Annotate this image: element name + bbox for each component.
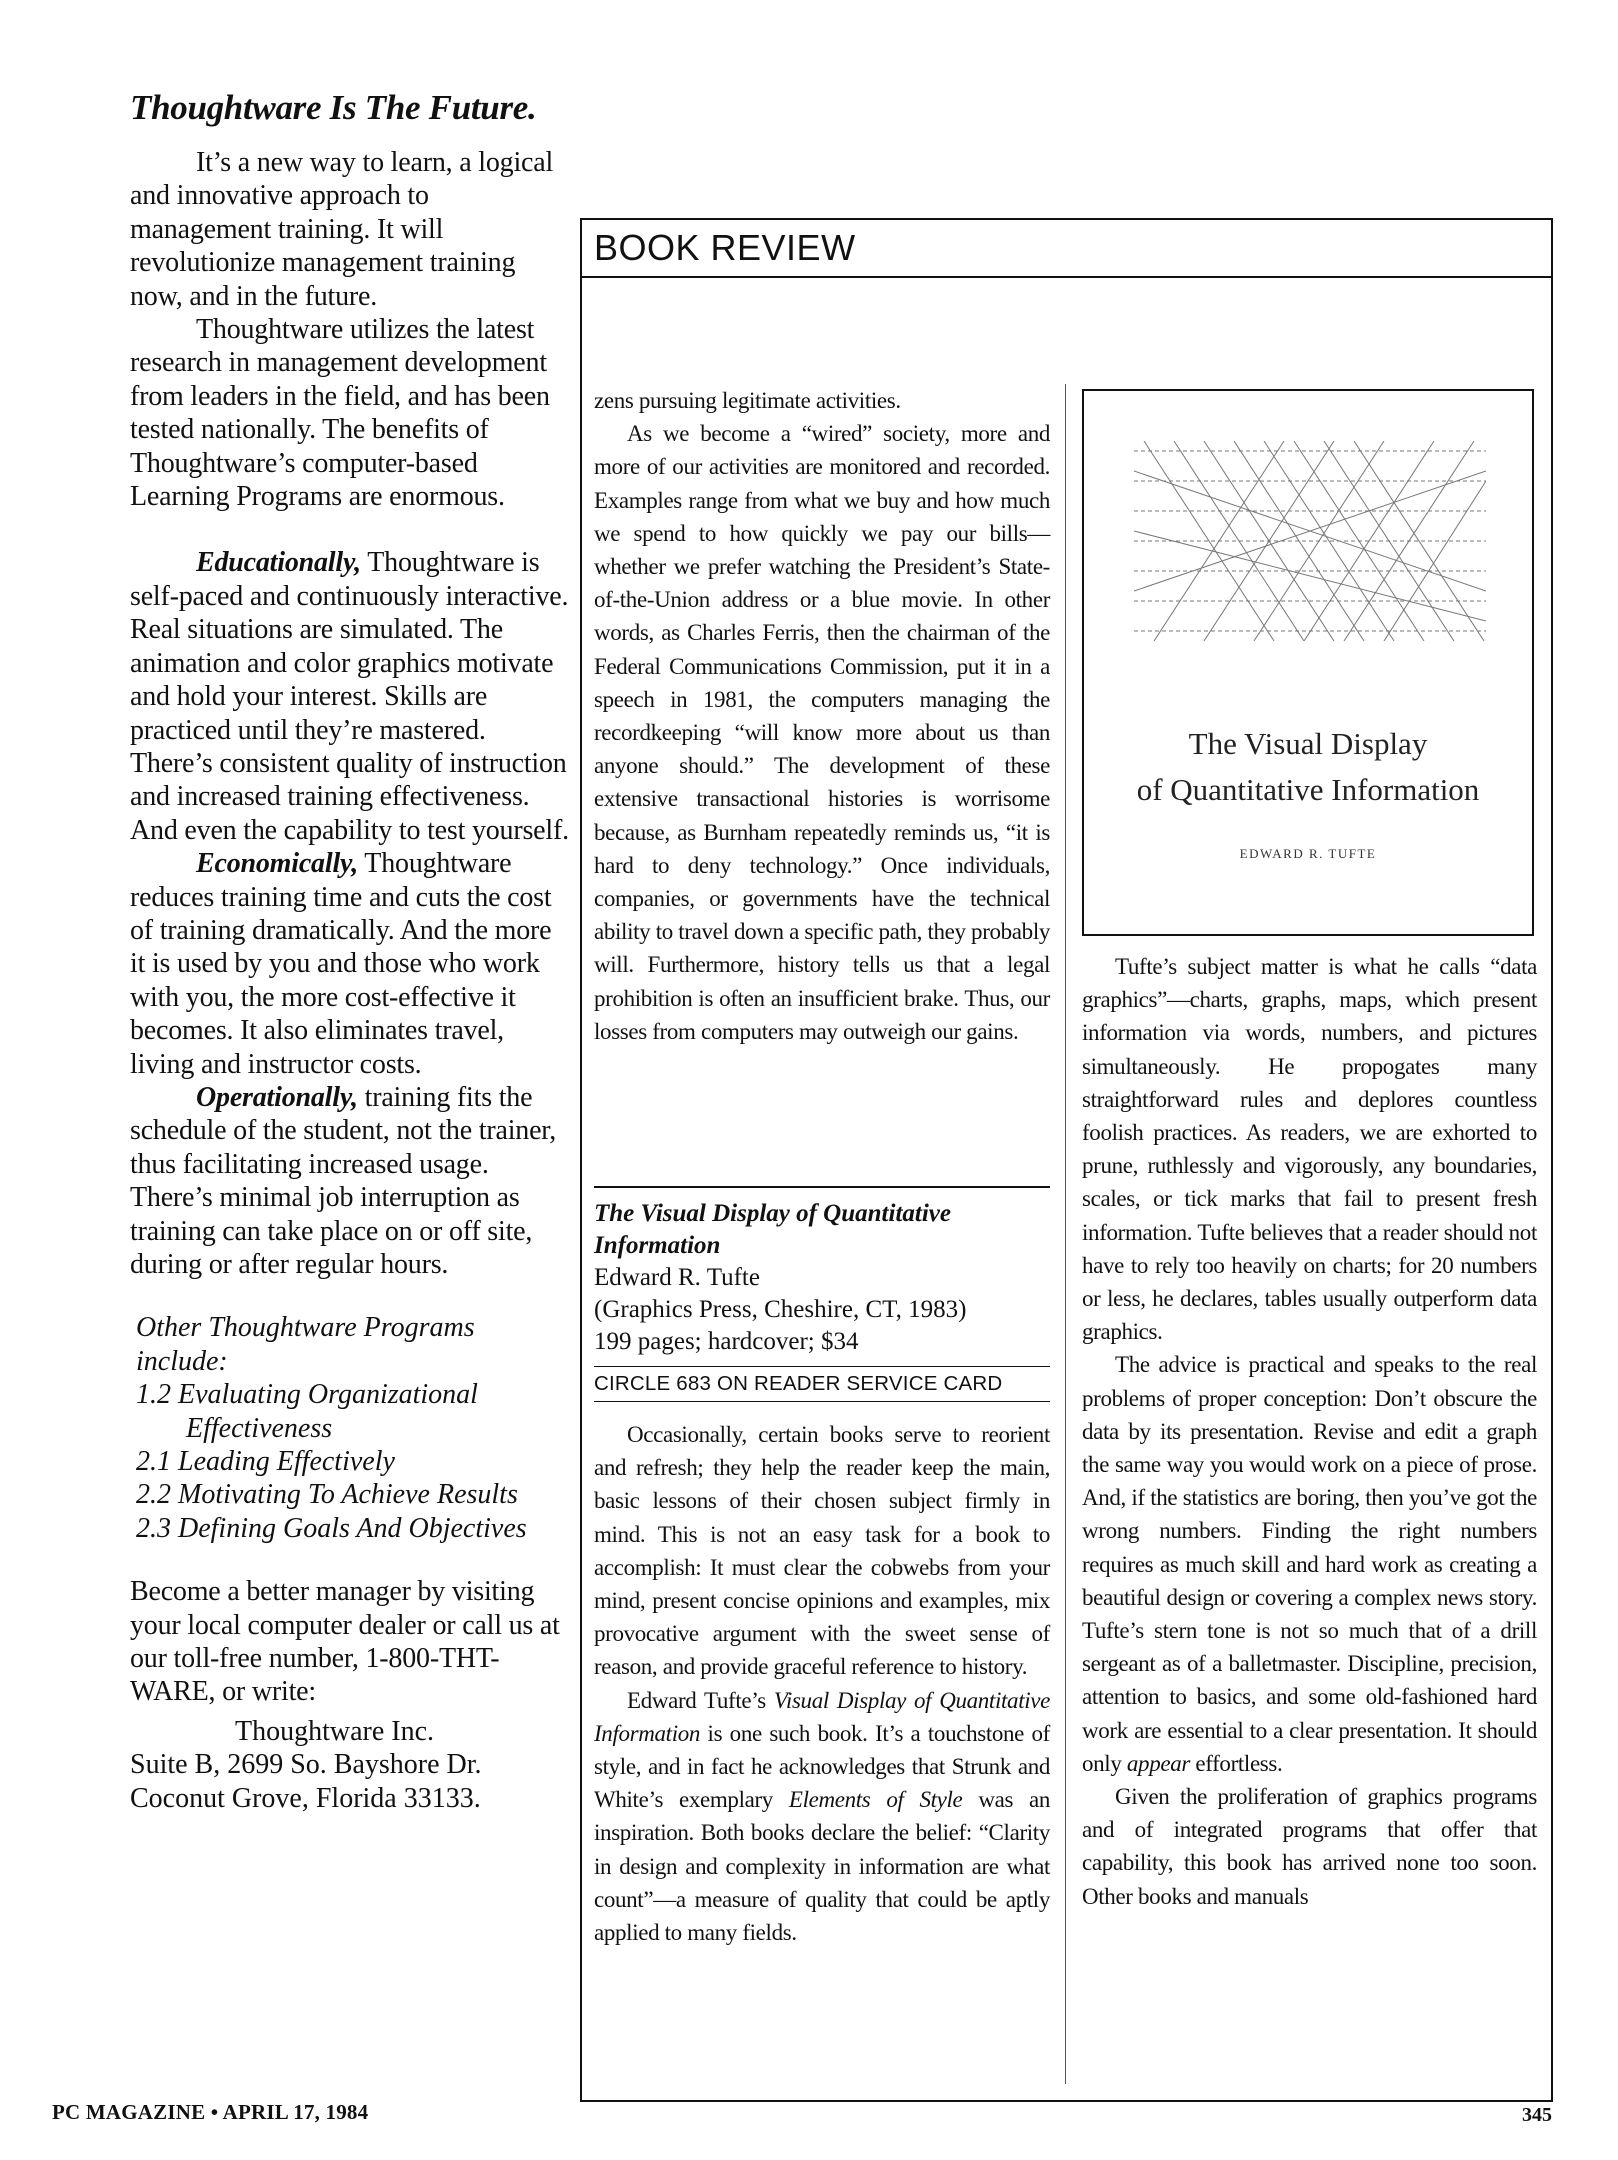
thoughtware-advertisement	[130, 88, 570, 1815]
ad-paragraph-operationally	[130, 1081, 570, 1281]
review-right-column	[1082, 950, 1537, 1913]
program-item: 2.2 Motivating To Achieve Results	[136, 1479, 518, 1511]
review-paragraph: zens pursuing legitimate activities.	[594, 388, 901, 413]
address-line-1: Suite B, 2699 So. Bayshore Dr.	[130, 1749, 482, 1781]
ad-paragraph-economically	[130, 847, 570, 1081]
book-title: The Visual Display of Quantitative Information	[594, 1200, 951, 1259]
review-middle-column-bottom	[594, 1418, 1050, 1949]
program-item: 2.1 Leading Effectively	[136, 1446, 395, 1478]
text-run: The advice is practical and speaks to the real problems of proper conception: Don’t obscure the data by its presentation. Revise and edit a graph the same way you would work on a piece of prose. And, if the statistics are boring, then you’ve got the wrong numbers. Finding the right numbers requires as much skill and hard work as creating a beautiful design or covering a complex news story. Tufte’s stern tone is not so much that of a drill sergeant as of a balletmaster. Discipline, precision, attention to basics, and some old-fashioned hard work are essential to a clear presentation. It should only	[1082, 1352, 1537, 1776]
review-paragraph: Tufte’s subject matter is what he calls “data graphics”—charts, graphs, maps, which present information via words, numbers, and pictures simultaneously. He propogates many straightforward rules and deplores countless foolish practices. As readers, we are exhorted to prune, ruthlessly and vigorously, any boundaries, scales, or tick marks that fail to present fresh information. Tufte believes that a reader should not have to rely too heavily on charts; for 20 numbers or less, he declares, tables usually outperform data graphics.	[1082, 954, 1537, 1345]
magazine-footer: PC MAGAZINE • APRIL 17, 1984	[52, 2100, 369, 2124]
emphasis: appear	[1126, 1750, 1190, 1776]
review-paragraph	[1082, 1348, 1537, 1780]
cover-line-art	[1134, 441, 1486, 641]
text-run: is one such book. It’s a touchstone of style, and in fact he acknowledges that Strunk and White’s exemplary	[594, 1720, 1050, 1813]
cover-author: EDWARD R. TUFTE	[1239, 846, 1377, 861]
program-item: 2.3 Defining Goals And Objectives	[136, 1512, 527, 1544]
book-review-header: BOOK REVIEW	[582, 220, 1551, 278]
book-cover-image	[1082, 389, 1534, 936]
cover-title-line: The Visual Display	[1188, 726, 1428, 761]
review-paragraph	[594, 1684, 1050, 1950]
book-details: 199 pages; hardcover; $34	[594, 1328, 859, 1355]
ad-headline: Thoughtware Is The Future.	[130, 88, 537, 127]
text-run: Edward Tufte’s	[627, 1687, 774, 1713]
ad-paragraph-educationally	[130, 546, 570, 847]
review-middle-column-top	[594, 384, 1050, 1048]
ad-lead-educationally: Educationally,	[196, 547, 361, 579]
ad-paragraph-research: Thoughtware utilizes the latest research in management development from leaders in the field, and has been tested nationally. The benefits of Thoughtware’s computer-based Learning Programs are enormous.	[130, 314, 550, 513]
programs-intro: Other Thoughtware Programs include:	[136, 1312, 475, 1377]
book-publisher: (Graphics Press, Cheshire, CT, 1983)	[594, 1296, 967, 1323]
book-info-block	[594, 1186, 1050, 1402]
reader-service-card: CIRCLE 683 ON READER SERVICE CARD	[594, 1366, 1050, 1402]
company-name: Thoughtware Inc.	[235, 1715, 435, 1747]
ad-text-educationally: Thoughtware is self-paced and continuously interactive. Real situations are simulated. The animation and color graphics motivate and hold your interest. Skills are practiced until they’re mastered. There’s consistent quality of instruction and increased training effectiveness. And even the capability to test yourself.	[130, 547, 569, 846]
ad-text-economically: Thoughtware reduces training time and cuts the cost of training dramatically. And the more it is used by you and those who work with you, the more cost-effective it becomes. It also eliminates travel, living and instructor costs.	[130, 848, 552, 1080]
italic-book-title: Visual Display of Quantitative Information	[594, 1687, 1050, 1746]
book-author: Edward R. Tufte	[594, 1264, 760, 1291]
italic-book-title: Elements of Style	[788, 1787, 963, 1813]
address-line-2: Coconut Grove, Florida 33133.	[130, 1782, 481, 1814]
review-paragraph: Occasionally, certain books serve to reorient and refresh; they help the reader keep the main, basic lessons of their chosen subject firmly in mind. This is not an easy task for a book to accomplish: It must clear the cobwebs from your mind, present concise opinions and examples, mix provocative argument with the sweet sense of reason, and provide graceful reference to history.	[594, 1422, 1050, 1680]
cover-title-line: of Quantitative Information	[1136, 772, 1480, 807]
ad-lead-operationally: Operationally,	[196, 1081, 358, 1113]
ad-paragraph-intro: It’s a new way to learn, a logical and innovative approach to management training. It will revolutionize management training now, and in the future.	[130, 147, 554, 312]
ad-lead-economically: Economically,	[196, 848, 359, 880]
ad-call-to-action	[130, 1575, 570, 1709]
text-run: effortless.	[1189, 1750, 1283, 1776]
cover-title	[1084, 721, 1532, 813]
page-number: 345	[1522, 2104, 1552, 2126]
review-paragraph: Given the proliferation of graphics programs and of integrated programs that offer that capability, this book has arrived none too soon. Other books and manuals	[1082, 1784, 1537, 1909]
review-paragraph: As we become a “wired” society, more and more of our activities are monitored and recorded. Examples range from what we buy and how much we spend to how quickly we pay our bills—whether we prefer watching the President’s State-of-the-Union address or a blue movie. In other words, as Charles Ferris, then the chairman of the Federal Communications Commission, put it in a speech in 1981, the computers managing the recordkeeping “will know more about us than anyone should.” The development of these extensive transactional histories is worrisome because, as Burnham repeatedly reminds us, “it is hard to deny technology.” Once individuals, companies, or governments have the technical ability to travel down a specific path, they probably will. Furthermore, history tells us that a legal prohibition is often an insufficient brake. Thus, our losses from computers may outweigh our gains.	[594, 421, 1051, 1044]
company-address	[130, 1715, 570, 1815]
program-item: 1.2 Evaluating Organizational Effectiveness	[136, 1379, 478, 1444]
cta-text: Become a better manager by visiting your local computer dealer or call us at our toll-free number, 1-800-THT-WARE, or write:	[130, 1576, 560, 1708]
text-run: was an inspiration. Both books declare the belief: “Clarity in design and complexity in information are what count”—a measure of quality that could be aptly applied to many fields.	[594, 1787, 1050, 1946]
column-divider	[1065, 384, 1066, 2084]
ad-text-operationally: training fits the schedule of the student, not the trainer, thus facilitating increased usage. There’s minimal job interruption as training can take place on or off site, during or after regular hours.	[130, 1081, 557, 1280]
other-programs-list	[130, 1311, 570, 1545]
